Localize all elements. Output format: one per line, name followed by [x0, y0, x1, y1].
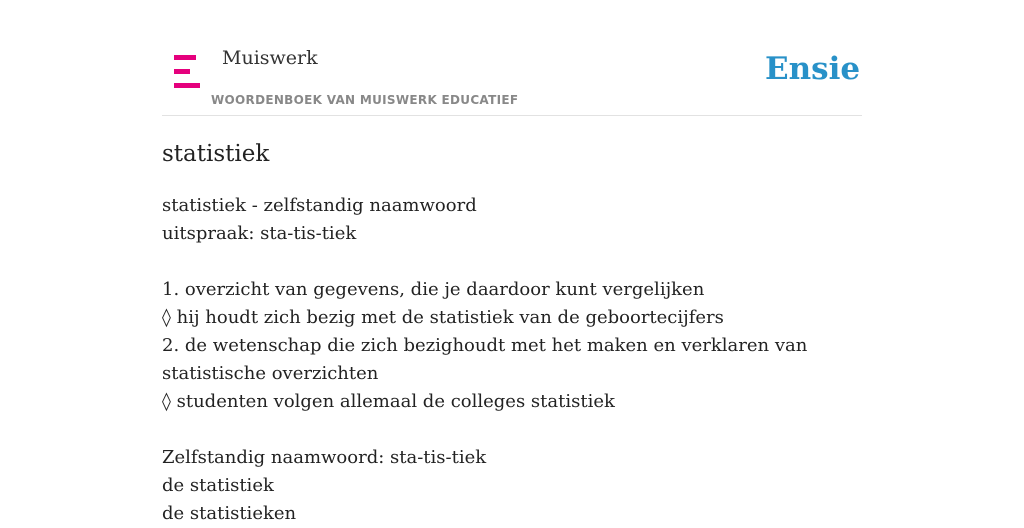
entry-line: 1. overzicht van gegevens, die je daardoor kunt vergelijken: [162, 279, 705, 300]
ensie-logo[interactable]: Ensie: [765, 51, 861, 87]
entry-line: de statistieken: [162, 503, 297, 524]
entry-line: uitspraak: sta-tis-tiek: [162, 223, 357, 244]
logo-bar-bottom: [174, 83, 200, 88]
entry-line: ◊ studenten volgen allemaal de colleges statistiek: [162, 391, 615, 412]
entry-spacer: [162, 248, 792, 276]
entry-line: 2. de wetenschap die zich bezighoudt met het maken en verklaren van: [162, 335, 808, 356]
entry-definition: [162, 192, 808, 528]
entry-title: statistiek: [162, 141, 270, 167]
entry-spacer: [162, 416, 792, 444]
entry-line: statistiek - zelfstandig naamwoord: [162, 195, 477, 216]
source-name[interactable]: Muiswerk: [222, 47, 318, 69]
muiswerk-logo-icon: [174, 55, 200, 88]
logo-bar-top: [174, 55, 196, 60]
entry-line: statistische overzichten: [162, 363, 379, 384]
source-subtitle: WOORDENBOEK VAN MUISWERK EDUCATIEF: [211, 93, 519, 107]
logo-bar-middle: [174, 69, 190, 74]
entry-line: de statistiek: [162, 475, 274, 496]
header-divider: [162, 115, 862, 116]
entry-line: ◊ hij houdt zich bezig met de statistiek van de geboortecijfers: [162, 307, 724, 328]
entry-line: Zelfstandig naamwoord: sta-tis-tiek: [162, 447, 487, 468]
